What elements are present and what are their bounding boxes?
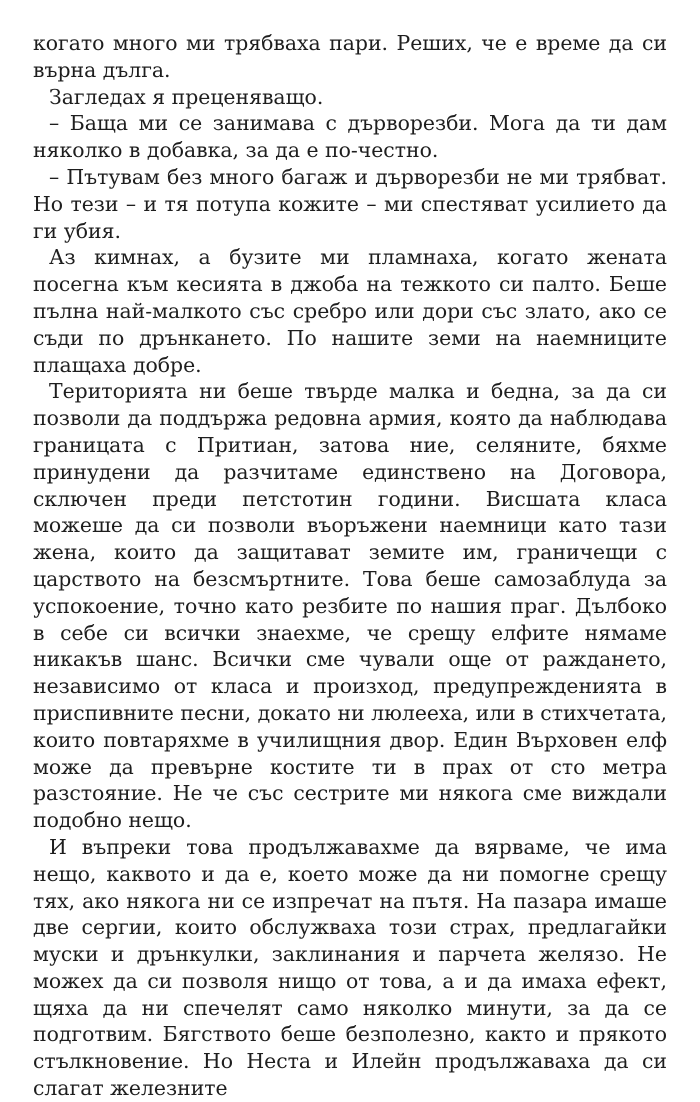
book-page (33, 30, 667, 1102)
paragraph-narration: И въпреки това продължавахме да вярваме, че има нещо, каквото и да е, което може да ни помогне срещу тях, ако някога ни се изпречат на пътя. На пазара имаше две сергии, които обслужваха този страх, предлагайки муски и дрънкулки, заклинания и парчета желязо. Не можех да си позволя нищо от това, а и да имаха ефект, щяха да ни спечелят само няколко минути, за да се подготвим. Бягството беше безполезно, както и прякото стълкновение. Но Неста и Илейн продължаваха да си слагат железните (33, 834, 667, 1101)
paragraph-dialogue: – Баща ми се занимава с дърворезби. Мога да ти дам няколко в добавка, за да е по-честно. (33, 111, 667, 163)
paragraph-narration: Загледах я преценяващо. (49, 84, 324, 109)
paragraph-narration: Територията ни беше твърде малка и бедна, за да си позволи да поддържа редовна армия, която да наблюдава границата с Притиан, затова ние, селяните, бяхме принудени да разчитаме единствено на Договора, сключен преди петстотин години. Висшата класа можеше да си позволи въоръжени наемници като тази жена, които да защитават земите им, граничещи с царството на безсмъртните. Това беше самозаблуда за успокоение, точно като резбите по нашия праг. Дълбоко в себе си всички знаехме, че срещу елфите нямаме никакъв шанс. Всички сме чували още от раждането, независимо от класа и произход, предупрежденията в приспивните песни, докато ни люлееха, или в стихчетата, които повтаряхме в училищния двор. Един Върховен елф може да превърне костите ти в прах от сто метра разстояние. Не че със сестрите ми някога сме виждали подобно нещо. (33, 379, 667, 833)
paragraph-dialogue: – Пътувам без много багаж и дърворезби не ми трябват. Но тези – и тя потупа кожите – ми спестяват усилието да ги убия. (33, 164, 667, 243)
paragraph-continuation: когато много ми трябваха пари. Реших, че е време да си върна дълга. (33, 31, 667, 82)
paragraph-narration: Аз кимнах, а бузите ми пламнаха, когато жената посегна към кесията в джоба на тежкото си палто. Беше пълна най-малкото със сребро или дори със злато, ако се съди по дрънкането. По нашите земи на наемниците плащаха добре. (33, 245, 667, 377)
